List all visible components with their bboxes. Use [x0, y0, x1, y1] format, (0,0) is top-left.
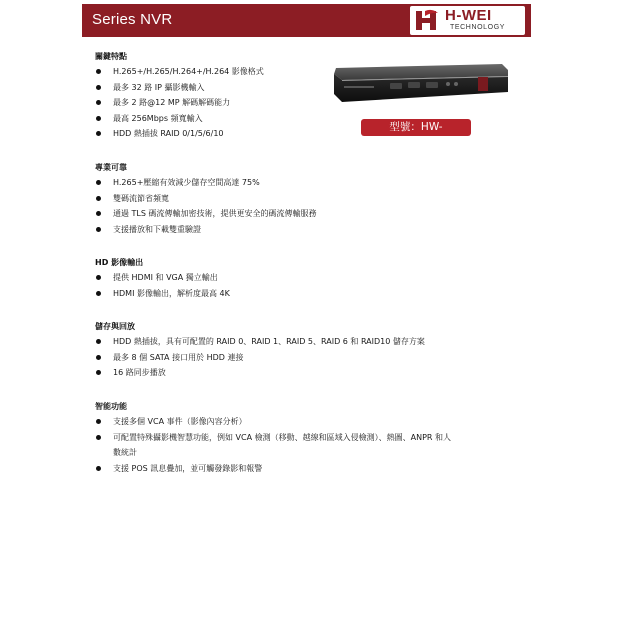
list-item: 可配置特殊攝影機智慧功能，例如 VCA 檢測（移動、越線和區域入侵檢測）、熱圖、ANPR 和人數統計	[95, 430, 455, 461]
section-hd-output	[95, 256, 515, 301]
section-title: 智能功能	[95, 402, 127, 411]
list-item: HDD 熱插拔，具有可配置的 RAID 0、RAID 1、RAID 5、RAID 6 和 RAID10 儲存方案	[95, 334, 515, 350]
list-item: 最多 2 路@12 MP 解碼解碼能力	[95, 95, 515, 111]
brand-subtitle: TECHNOLOGY	[450, 24, 506, 31]
section-title: 儲存與回放	[95, 322, 135, 331]
section-title: 專業可靠	[95, 163, 127, 172]
list-item: H.265+壓縮有效減少儲存空間高達 75%	[95, 175, 515, 191]
list-item: 提供 HDMI 和 VGA 獨立輸出	[95, 270, 515, 286]
list-item: 最多 8 個 SATA 接口用於 HDD 連接	[95, 350, 515, 366]
brand-name: H-WEI	[445, 7, 492, 24]
header-banner	[82, 4, 531, 37]
list-item: HDD 熱插拔 RAID 0/1/5/6/10	[95, 126, 515, 142]
list-item: 通過 TLS 碼流傳輸加密技術，提供更安全的碼流傳輸服務	[95, 206, 515, 222]
list-item: 支援多個 VCA 事件（影像內容分析）	[95, 414, 455, 430]
section-title: HD 影像輸出	[95, 258, 144, 267]
list-item: 最多 32 路 IP 攝影機輸入	[95, 80, 515, 96]
list-item: HDMI 影像輸出，解析度最高 4K	[95, 286, 515, 302]
list-item: 16 路同步播放	[95, 365, 515, 381]
list-item: 雙碼流節省頻寬	[95, 191, 515, 207]
section-storage-playback	[95, 320, 515, 381]
section-reliability	[95, 161, 515, 237]
section-smart-functions	[95, 400, 455, 476]
section-title: 關鍵特點	[95, 52, 127, 61]
list-item: 支援播放和下載雙重驗證	[95, 222, 515, 238]
h-logo-icon	[414, 8, 440, 33]
brand-logo	[410, 6, 525, 35]
list-item: H.265+/H.265/H.264+/H.264 影像格式	[95, 64, 515, 80]
model-badge: 型號：HW-DR832NV8	[361, 119, 471, 136]
list-item: 最高 256Mbps 頻寬輸入	[95, 111, 515, 127]
list-item: 支援 POS 訊息疊加，並可觸發錄影和報警	[95, 461, 455, 477]
series-title: Series NVR	[92, 11, 173, 28]
section-key-features	[95, 50, 515, 142]
